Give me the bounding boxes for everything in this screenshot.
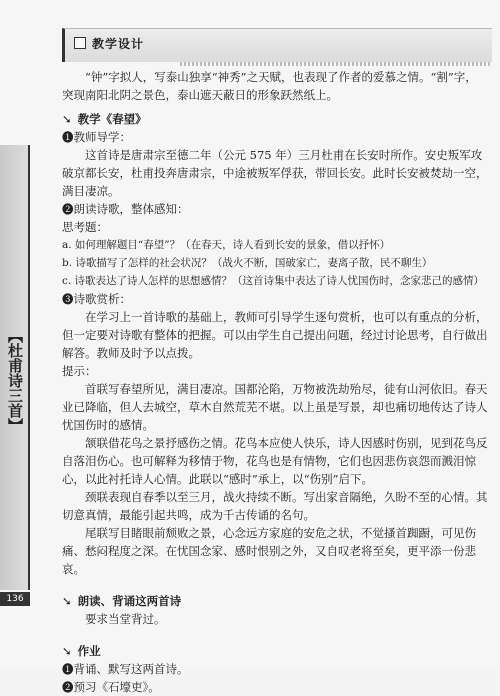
think-label: 思考题： xyxy=(62,220,108,234)
homework-item-1: ❶背诵、默写这两首诗。 xyxy=(62,662,189,676)
hint-paragraph-3: 颈联表现自春季以至三月，战火持续不断。写出家音隔绝，久盼不至的心情。其切意真情，最能引起共鸣，成为千古传诵的名句。 xyxy=(62,490,488,522)
homework-item-2: ❷预习《石壕吏》。 xyxy=(62,680,160,694)
hint-paragraph-1: 首联写春望所见，满目凄凉。国都沦陷，万物被洗劫殆尽，徒有山河依旧。春天业已降临，但人去城空，草木自然荒芜不堪。以上虽是写景，却也痛切地传达了诗人忧国伤时的感情。 xyxy=(62,382,488,432)
background-paragraph: 这首诗是唐肃宗至德二年（公元 575 年）三月杜甫在长安时所作。安史叛军攻破京都长安，杜甫投奔唐肃宗，中途被叛军俘获，带回长安。此时长安被焚劫一空，满目凄凉。 xyxy=(62,148,488,198)
chapter-tab-label: 【杜甫诗三首】 xyxy=(6,328,24,433)
step-guide: ❶教师导学： xyxy=(62,130,131,144)
step-read: ❷朗读诗歌，整体感知： xyxy=(62,202,189,216)
question-b: b. 诗歌描写了怎样的社会状况？（战火不断，国破家亡，妻离子散，民不聊生） xyxy=(62,257,433,269)
page-number: 136 xyxy=(0,592,30,606)
recite-requirement: 要求当堂背过。 xyxy=(85,612,166,626)
header-title: 教学设计 xyxy=(92,37,145,51)
header-square-icon xyxy=(74,37,86,49)
section-heading-text: 朗读、背诵这两首诗 xyxy=(77,594,182,608)
section-heading-text: 作业 xyxy=(77,644,101,658)
section-heading-recite xyxy=(62,592,488,610)
hint-paragraph-2: 颔联借花鸟之景抒感伤之情。花鸟本应使人快乐，诗人因感时伤别，见到花鸟反自落泪伤心。也可解释为移情于物，花鸟也是有情物，它们也因悲伤哀怨而溅泪惊心，以此衬托诗人心情。此联以“感时”承上，以“伤别”启下。 xyxy=(62,436,488,486)
intro-paragraph: “钟”字拟人，写泰山独享“神秀”之天赋，也表现了作者的爱慕之情。“割”字，突现南阳北阴之景色，泰山遮天蔽日的形象跃然纸上。 xyxy=(62,70,477,102)
hint-label: 提示： xyxy=(62,364,97,378)
header-stripe xyxy=(180,62,492,66)
hint-paragraph-4: 尾联写目睹眼前颓败之景，心念远方家庭的安危之状，不觉搔首踟蹰，可见伤痛、愁闷程度之深。在忧国念家、感时恨别之外，又自叹老将至矣，更平添一份悲哀。 xyxy=(62,526,476,576)
section-heading-spring-view xyxy=(62,110,488,128)
arrow-icon: ➘ xyxy=(62,112,72,126)
arrow-icon: ➘ xyxy=(62,594,72,608)
appreciation-paragraph: 在学习上一首诗歌的基础上，教师可引导学生逐句赏析，也可以有重点的分析，但一定要对诗歌有整体的把握。可以由学生自己提出问题，经过讨论思考，自行做出解答。教师及时予以点拨。 xyxy=(62,310,488,360)
section-heading-text: 教学《春望》 xyxy=(77,112,147,126)
arrow-icon: ➘ xyxy=(62,644,72,658)
section-heading-homework xyxy=(62,642,488,660)
question-c: c. 诗歌表达了诗人怎样的思想感情？（这首诗集中表达了诗人忧国伤时，念家悲己的感情） xyxy=(62,275,485,287)
content-body xyxy=(62,68,488,696)
step-appreciate: ❸诗歌赏析： xyxy=(62,292,131,306)
question-a: a. 如何理解题目“春望”？（在春天，诗人看到长安的景象，借以抒怀） xyxy=(62,239,391,251)
